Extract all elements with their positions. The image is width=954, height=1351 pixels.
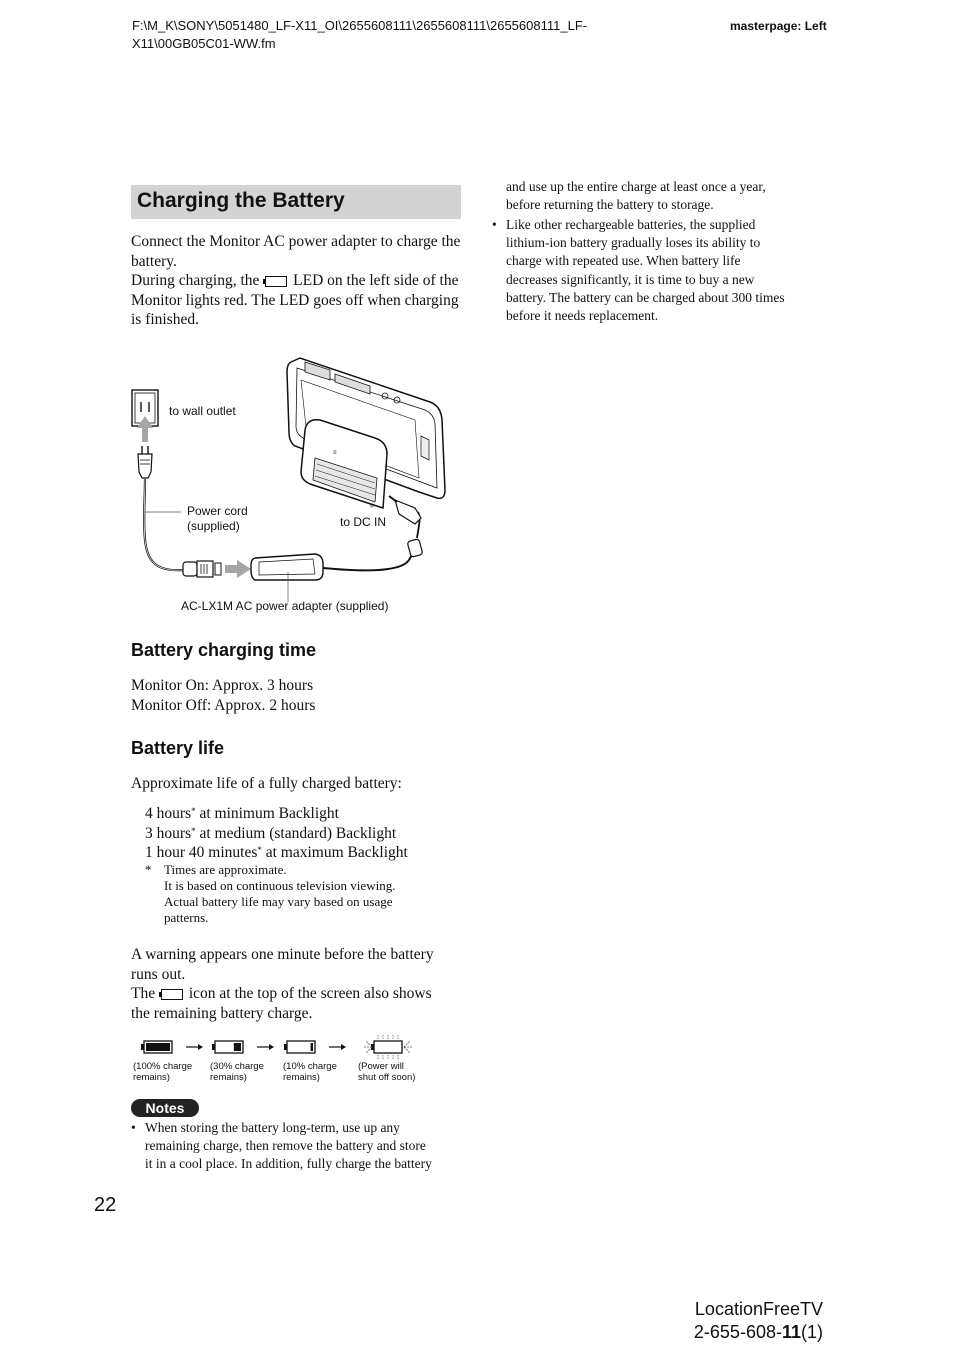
dc-cable (323, 542, 416, 570)
footnote-line-1: Times are approximate. (164, 862, 287, 877)
footnote-mark: * (145, 862, 152, 877)
power-cord (144, 478, 183, 570)
battery-life-item: 1 hour 40 minutes* at maximum Backlight (145, 844, 408, 861)
note-item-storage: • When storing the battery long-term, use up any remaining charge, then remove the battery and store it in a cool place. In addition, fully charge the battery (131, 1120, 432, 1172)
arrow-right-icon (186, 1044, 203, 1050)
battery-level-caption: (100% charge remains) (133, 1061, 193, 1083)
footer-product: LocationFreeTV (694, 1299, 823, 1319)
battery-life-footnote (145, 862, 465, 926)
charging-time-on: Monitor On: Approx. 3 hours (131, 677, 314, 694)
footnote-line-2: It is based on continuous television viewing. (164, 878, 396, 893)
battery-level-icon (284, 1041, 315, 1053)
ac-adapter-icon (251, 554, 323, 602)
cord-connector-icon (183, 561, 221, 577)
battery-life-item: 3 hours* at medium (standard) Backlight (145, 824, 397, 842)
charging-time-lines (131, 676, 315, 715)
battery-level-caption: (30% charge remains) (210, 1061, 264, 1083)
battery-icon (161, 989, 183, 1000)
note-bullet: • (131, 1120, 136, 1135)
warning-line-2: runs out. (131, 965, 186, 983)
label-power-cord-line2: (supplied) (187, 519, 240, 533)
battery-level-caption: (Power will shut off soon) (358, 1061, 416, 1083)
dc-plug-icon (389, 496, 421, 524)
svg-text:≡: ≡ (333, 450, 337, 456)
battery-level-icon (212, 1041, 243, 1053)
battery-level-sequence (130, 1034, 430, 1062)
intro-paragraph (131, 232, 463, 330)
power-plug-icon (138, 446, 152, 478)
battery-life-list (145, 804, 408, 863)
section-title: Charging the Battery (137, 189, 345, 212)
icon-line-b: icon at the top of the screen also shows (188, 985, 432, 1002)
right-arrow-icon (225, 560, 251, 578)
label-wall-outlet: to wall outlet (169, 404, 236, 418)
header-file-path: F:\M_K\SONY\5051480_LF-X11_OI\2655608111\2655608111\2655608111_LF-X11\00GB05C01-WW.fm (132, 18, 588, 51)
charging-time-off: Monitor Off: Approx. 2 hours (131, 696, 316, 714)
battery-life-heading: Battery life (131, 738, 225, 758)
icon-line-a: The (131, 985, 156, 1002)
label-ac-adapter: AC-LX1M AC power adapter (supplied) (181, 599, 389, 613)
footer-code-a: 2-655-608- (693, 1322, 782, 1342)
footer-code-c: (1) (801, 1322, 823, 1342)
label-power-cord (187, 504, 248, 534)
section-title-bar (131, 185, 461, 219)
intro-line-2a: During charging, the (131, 272, 260, 289)
notes-badge: Notes (131, 1099, 199, 1117)
footnote-line-3: Actual battery life may vary based on usage (164, 894, 393, 909)
intro-line-2b: LED on the left side of the Monitor lights red. The LED goes off when charging is finished. (131, 272, 459, 328)
battery-life-intro: Approximate life of a fully charged battery: (131, 775, 402, 792)
note-bullet: • (492, 217, 497, 232)
arrow-right-icon (329, 1044, 346, 1050)
arrow-right-icon (257, 1044, 274, 1050)
footer-product-code (640, 1298, 823, 1344)
icon-line-c: the remaining battery charge. (131, 1004, 313, 1022)
intro-line-1: Connect the Monitor AC power adapter to charge the battery. (131, 233, 461, 270)
label-power-cord-line1: Power cord (187, 504, 248, 518)
battery-level-icon (364, 1035, 412, 1059)
charging-time-heading: Battery charging time (131, 640, 317, 660)
header-masterpage: masterpage: Left (730, 19, 827, 33)
note-item-storage-continued: and use up the entire charge at least once a year, before returning the battery to storage. (506, 179, 766, 213)
battery-life-item: 4 hours* at minimum Backlight (145, 805, 339, 822)
footnote-line-4: patterns. (164, 910, 209, 925)
label-dc-in: to DC IN (340, 515, 387, 529)
footer-code-b: 11 (781, 1322, 801, 1342)
battery-led-icon (265, 276, 287, 287)
warning-line-1: A warning appears one minute before the battery (131, 946, 434, 963)
battery-warning-paragraph (131, 945, 466, 1023)
page-number: 22 (94, 1194, 117, 1216)
monitor-icon (287, 358, 445, 508)
battery-level-icon (141, 1041, 172, 1053)
battery-level-caption: (10% charge remains) (283, 1061, 337, 1083)
note-item-lifespan: • Like other rechargeable batteries, the supplied lithium-ion battery gradually loses its ability to charge with repeated use. When battery life decreases significantly, it is time to buy a new battery. The battery can be charged about 300 times before it needs replacement. (492, 217, 785, 324)
charging-diagram (125, 350, 455, 630)
